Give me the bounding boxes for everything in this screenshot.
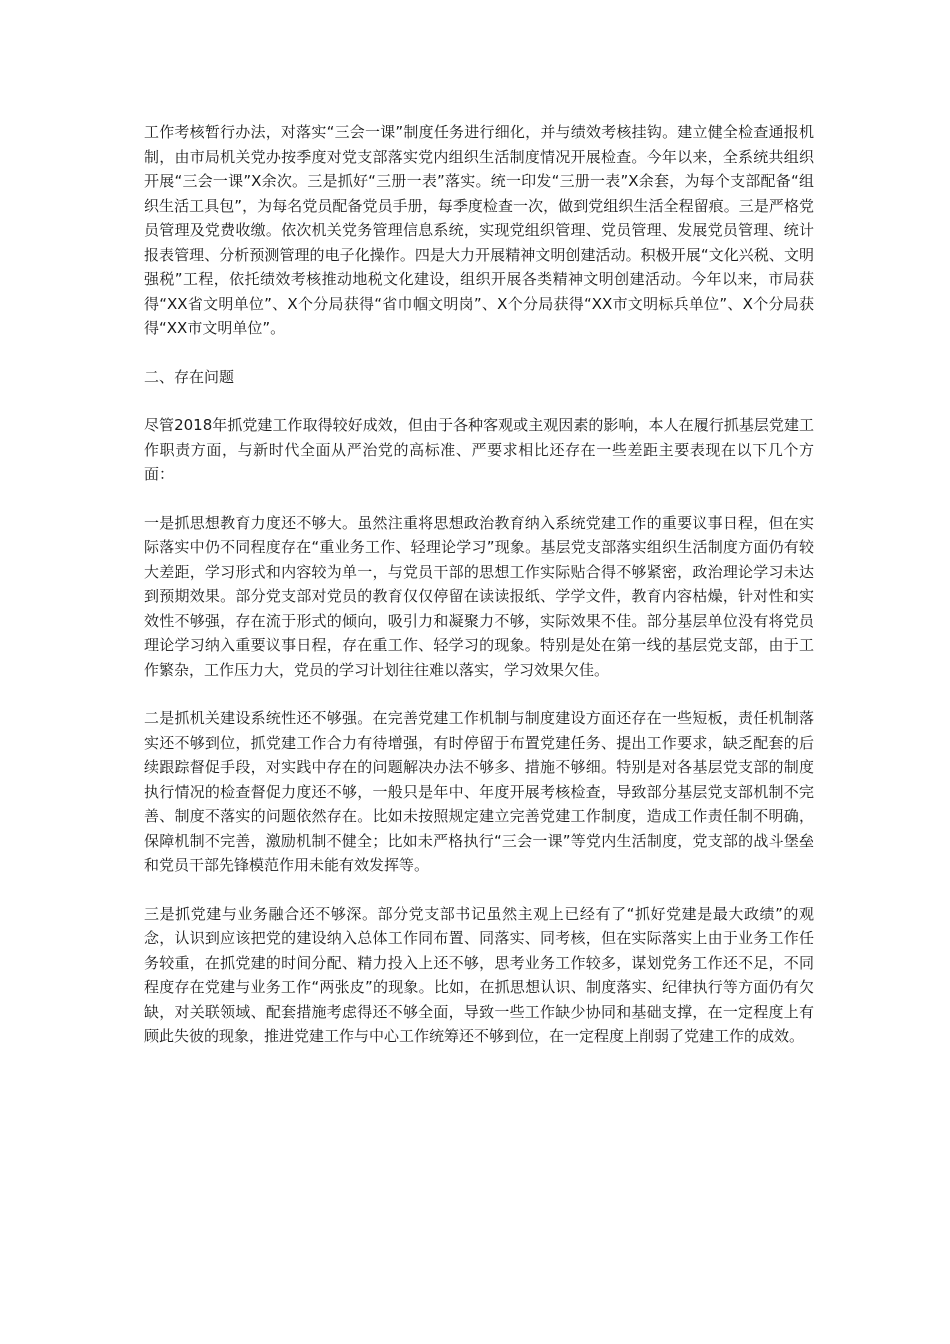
paragraph-gap [144,389,814,413]
paragraph-gap [144,878,814,902]
paragraph-gap [144,487,814,511]
document-page [144,120,814,1049]
paragraph-problem-three: 三是抓党建与业务融合还不够深。部分党支部书记虽然主观上已经有了“抓好党建是最大政绩”的观念，认识到应该把党的建设纳入总体工作同布置、同落实、同考核，但在实际落实上由于业务工作任务较重，在抓党建的时间分配、精力投入上还不够，思考业务工作较多，谋划党务工作还不足，不同程度存在党建与业务工作“两张皮”的现象。比如，在抓思想认识、制度落实、纪律执行等方面仍有欠缺，对关联领域、配套措施考虑得还不够全面，导致一些工作缺少协同和基础支撑，在一定程度上有顾此失彼的现象，推进党建工作与中心工作统筹还不够到位，在一定程度上削弱了党建工作的成效。 [144,904,814,1045]
paragraph-gap [144,682,814,706]
section-heading-problems: 二、存在问题 [144,367,235,386]
paragraph-intro-problems: 尽管2018年抓党建工作取得较好成效，但由于各种客观或主观因素的影响，本人在履行抓基层党建工作职责方面，与新时代全面从严治党的高标准、严要求相比还存在一些差距主要表现在以下几个方面： [144,416,814,483]
paragraph-work-assessment: 工作考核暂行办法，对落实“三会一课”制度任务进行细化，并与绩效考核挂钩。建立健全检查通报机制，由市局机关党办按季度对党支部落实党内组织生活制度情况开展检查。今年以来，全系统共组织开展“三会一课”X余次。三是抓好“三册一表”落实。统一印发“三册一表”X余套，为每个支部配备“组织生活工具包”，为每名党员配备党员手册，每季度检查一次，做到党组织生活全程留痕。三是严格党员管理及党费收缴。依次机关党务管理信息系统，实现党组织管理、党员管理、发展党员管理、统计报表管理、分析预测管理的电子化操作。四是大力开展精神文明创建活动。积极开展“文化兴税、文明强税”工程，依托绩效考核推动地税文化建设，组织开展各类精神文明创建活动。今年以来，市局获得“XX省文明单位”、X个分局获得“省巾帼文明岗”、X个分局获得“XX市文明标兵单位”、X个分局获得“XX市文明单位”。 [144,123,814,337]
paragraph-problem-two: 二是抓机关建设系统性还不够强。在完善党建工作机制与制度建设方面还存在一些短板，责任机制落实还不够到位，抓党建工作合力有待增强，有时停留于布置党建任务、提出工作要求，缺乏配套的后续跟踪督促手段，对实践中存在的问题解决办法不够多、措施不够细。特别是对各基层党支部的制度执行情况的检查督促力度还不够，一般只是年中、年度开展考核检查，导致部分基层党支部机制不完善、制度不落实的问题依然存在。比如未按照规定建立完善党建工作制度，造成工作责任制不明确，保障机制不完善，激励机制不健全；比如未严格执行“三会一课”等党内生活制度，党支部的战斗堡垒和党员干部先锋模范作用未能有效发挥等。 [144,709,814,874]
paragraph-gap [144,341,814,365]
paragraph-problem-one: 一是抓思想教育力度还不够大。虽然注重将思想政治教育纳入系统党建工作的重要议事日程，但在实际落实中仍不同程度存在“重业务工作、轻理论学习”现象。基层党支部落实组织生活制度方面仍有较大差距，学习形式和内容较为单一，与党员干部的思想工作实际贴合得不够紧密，政治理论学习未达到预期效果。部分党支部对党员的教育仅仅停留在读读报纸、学学文件，教育内容枯燥，针对性和实效性不够强，存在流于形式的倾向，吸引力和凝聚力不够，实际效果不佳。部分基层单位没有将党员理论学习纳入重要议事日程，存在重工作、轻学习的现象。特别是处在第一线的基层党支部，由于工作繁杂，工作压力大，党员的学习计划往往难以落实，学习效果欠佳。 [144,513,814,679]
